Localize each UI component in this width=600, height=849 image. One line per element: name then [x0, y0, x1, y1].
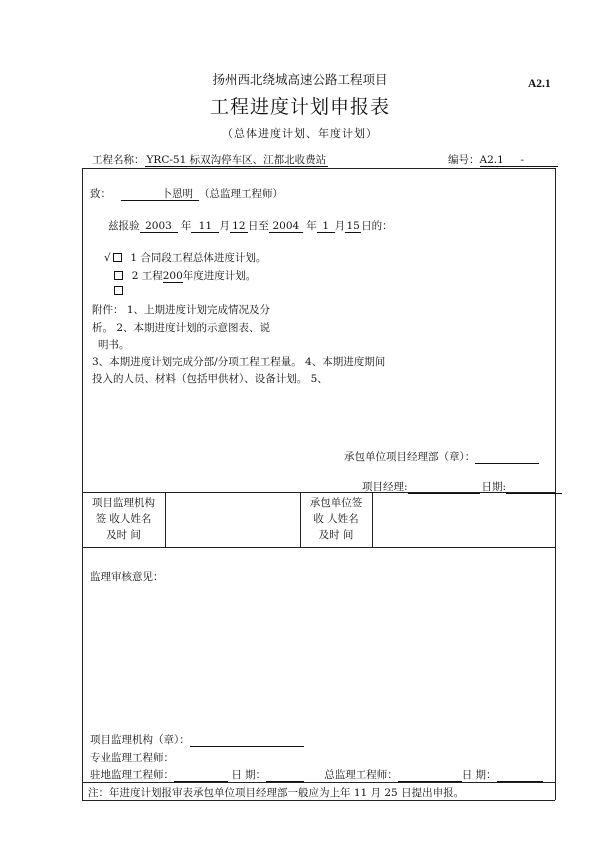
number-field — [448, 152, 558, 167]
checkbox-overall[interactable] — [113, 253, 122, 262]
footer-row-top — [82, 782, 555, 783]
option-empty[interactable] — [112, 285, 125, 297]
date2-line — [497, 769, 543, 782]
attach-line-1: 附件： 1、上期进度计划完成情况及分 — [92, 304, 271, 316]
date1-label: 日 期： — [231, 769, 267, 781]
number-dash: - — [520, 154, 525, 166]
option2-prefix: 2 工程 — [131, 270, 163, 282]
number-label: 编号： — [448, 154, 480, 166]
project-name-label: 工程名称： — [92, 154, 145, 166]
number-value — [480, 154, 558, 167]
to-name: 卜恩明 — [121, 188, 199, 201]
sign-right-line-2: 收 人姓名 — [313, 513, 359, 525]
date1-line — [266, 769, 304, 782]
sign-left-line-2: 签 收人姓名 — [95, 513, 152, 525]
project-name-value: YRC-51 标双沟停车区、江都北收费站 — [146, 154, 327, 166]
project-name: 扬州西北绕城高速公路工程项目 — [212, 72, 388, 87]
month-char-2: 月 — [334, 220, 346, 232]
day-to-char: 日至 — [247, 220, 269, 232]
end-suffix: 日的： — [361, 220, 393, 232]
to-day: 15 — [346, 220, 360, 232]
org-line — [190, 734, 304, 747]
option-annual-plan[interactable] — [112, 268, 256, 283]
form-title: 工程进度计划申报表 — [209, 96, 390, 118]
attach-line-4: 3、本期进度计划完成分部/分项工程工程量。 4、本期进度期间 — [92, 356, 386, 368]
chief-line — [398, 769, 462, 782]
to-label: 致： — [90, 188, 111, 200]
pm-line — [408, 481, 480, 494]
project-name-field — [92, 152, 328, 167]
sign-divider-3 — [372, 492, 373, 547]
sign-left-line-1: 项目监理机构 — [92, 497, 155, 509]
date-label: 日期: — [481, 481, 507, 493]
resident-field — [90, 767, 543, 782]
chief-label: 总监理工程师： — [324, 769, 398, 781]
footer-note: 注：年进度计划报审表承包单位项目经理部一般应为上年 11 月 25 日提出申报。 — [88, 787, 465, 799]
sign-left-line-3: 及时 间 — [106, 529, 141, 541]
specialist-field — [90, 750, 174, 765]
attach-line-5: 投入的人员、材料（包括甲供材）、设备计划。 5、 — [92, 373, 328, 385]
year-char-1: 年 — [180, 220, 192, 232]
check-mark: √ — [104, 252, 111, 264]
table-left-border — [82, 168, 83, 800]
to-role: （总监理工程师） — [199, 188, 284, 200]
option2-suffix: 年度进度计划。 — [182, 270, 257, 282]
option1-label: 1 合同段工程总体进度计划。 — [130, 252, 267, 264]
form-code: A2.1 — [528, 78, 551, 90]
supervision-receipt-label — [82, 495, 165, 543]
checkbox-annual[interactable] — [114, 271, 123, 280]
from-month: 11 — [191, 220, 219, 233]
month-char-1: 月 — [219, 220, 230, 232]
review-opinion-label: 监理审核意见： — [90, 571, 164, 583]
table-top-border — [82, 168, 555, 169]
addressee-line — [90, 186, 283, 201]
option2-year: 200 — [162, 270, 183, 282]
sign-divider-1 — [165, 492, 166, 547]
report-period-line — [108, 218, 393, 233]
report-prefix: 兹报验 — [108, 220, 140, 232]
table-bottom-border — [82, 800, 555, 801]
form-subtitle: （总体进度计划、年度计划） — [222, 127, 378, 140]
option-overall-plan[interactable] — [104, 250, 266, 265]
contractor-dept-line — [475, 451, 539, 464]
number-code: A2.1 — [479, 154, 504, 166]
specialist-label: 专业监理工程师： — [90, 752, 174, 764]
attach-line-3: 明书。 — [98, 339, 130, 351]
attach-line-2: 析。 2、本期进度计划的示意图表、说 — [92, 322, 271, 334]
resident-line — [174, 769, 228, 782]
contractor-dept-label: 承包单位项目经理部（章）： — [344, 451, 476, 463]
date2-label: 日 期： — [461, 769, 497, 781]
checkbox-other[interactable] — [114, 286, 123, 295]
pm-label: 项目经理: — [362, 481, 408, 493]
to-month: 1 — [317, 220, 335, 233]
resident-label: 驻地监理工程师： — [90, 769, 174, 781]
contractor-receipt-label — [300, 495, 372, 543]
pm-date-field — [362, 479, 562, 494]
sign-right-line-3: 及时 间 — [318, 529, 354, 541]
sign-row-bottom — [82, 547, 555, 548]
to-year: 2004 — [269, 220, 303, 233]
org-label: 项目监理机构（章）： — [90, 734, 190, 746]
contractor-dept-field — [344, 449, 539, 464]
supervision-org-field — [90, 732, 304, 747]
from-year: 2003 — [140, 220, 178, 233]
from-day: 12 — [230, 220, 248, 233]
date-line — [506, 481, 562, 494]
sign-right-line-1: 承包单位签 — [309, 497, 363, 509]
year-char-2: 年 — [306, 220, 317, 232]
